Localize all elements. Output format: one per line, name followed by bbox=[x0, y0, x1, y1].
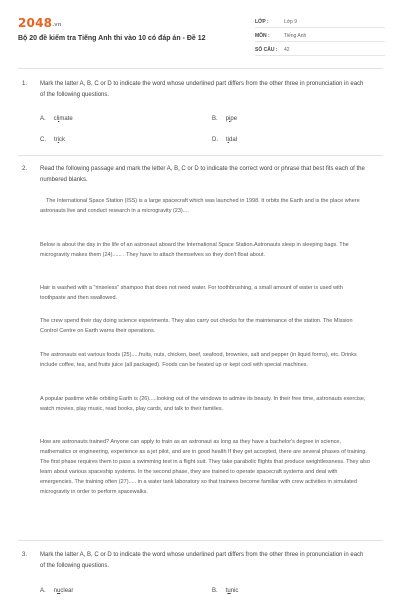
passage-paragraph: The International Space Station (ISS) is a large spacecraft which was launched in 1998. It orbits the Earth and is the place where astronauts live and conduct research in a microgravity (23).... bbox=[40, 198, 360, 214]
underlined-part: u bbox=[57, 588, 61, 594]
meta-row-class bbox=[255, 15, 385, 28]
meta-key: SỐ CÂU : bbox=[255, 47, 278, 53]
meta-row-count bbox=[255, 43, 385, 56]
answer-option-b[interactable] bbox=[212, 588, 238, 594]
option-label: C. bbox=[40, 137, 46, 143]
option-word-part: clear bbox=[60, 588, 74, 594]
option-label: A. bbox=[40, 116, 46, 122]
meta-key: MÔN : bbox=[255, 33, 270, 39]
answer-option-d[interactable] bbox=[212, 137, 237, 143]
passage-paragraph: The crew spend their day doing science experiments. They also carry out checks for the maintenance of the station. The Mission Control Centre on Earth warns their operations. bbox=[40, 318, 353, 334]
passage-paragraph: The astronauts eat various foods (25).....fruits, nuts, chicken, beef, seafood, brownies, salt and pepper (in liquid forms), etc. Drinks include coffee, tea, and fruits juice (all packaged). Foods can be heated up or kept cool with special machines. bbox=[40, 352, 357, 368]
option-word-part: cl bbox=[53, 116, 59, 122]
passage-paragraph: Below is about the day in the life of an astronaut aboard the International Space Station.Astronauts sleep in sleeping bags. The microgravity makes them (24)...... . They have to attach themselves so they don't float about. bbox=[40, 242, 349, 258]
site-logo[interactable] bbox=[18, 16, 62, 30]
option-word-part: tr bbox=[54, 137, 58, 143]
underlined-part: i bbox=[227, 137, 230, 143]
answer-option-c[interactable] bbox=[40, 137, 65, 143]
meta-value: Lớp 9 bbox=[284, 19, 298, 25]
document-header bbox=[0, 0, 400, 60]
question-number: 2. bbox=[22, 166, 28, 172]
option-label: D. bbox=[212, 137, 218, 143]
divider bbox=[18, 155, 383, 156]
underlined-part: i bbox=[58, 116, 60, 122]
option-word-part: pe bbox=[230, 116, 238, 122]
option-word-part: p bbox=[225, 116, 230, 122]
option-word-part: n bbox=[53, 588, 58, 594]
option-label: B. bbox=[212, 116, 218, 122]
divider bbox=[18, 68, 383, 69]
option-word-part: t bbox=[225, 588, 228, 594]
meta-value: 42 bbox=[284, 47, 290, 53]
option-label: A. bbox=[40, 588, 46, 594]
question-number: 1. bbox=[22, 81, 28, 87]
answer-option-b[interactable] bbox=[212, 116, 237, 122]
answer-option-a[interactable] bbox=[40, 116, 73, 122]
option-word-part: nic bbox=[230, 588, 239, 594]
passage-paragraph: How are astronauts trained? Anyone can apply to train as an astronaut as long as they have a bachelor's degree in science, mathematics or engineering, experience as a jet pilot, and are in good health If they get accepted, there are several phases of training. The first phase requires them to pass a swimming test in a flight suit. They take parabolic flights that produce weightlessness. They also learn about various spaceship systems. In the second phase, they are trained to operate spacecraft systems and deal with emergencies. The training often (27)..... in a water tank laboratory so that trainees become familiar with crew activities in simulated microgravity in order to perform spacewalks. bbox=[40, 439, 370, 495]
question-text: Mark the latter A, B, C or D to indicate the word whose underlined part differs from the other three in pronunciation in each of the following questions. bbox=[40, 81, 364, 98]
meta-row-subject bbox=[255, 29, 385, 42]
answer-option-a[interactable] bbox=[40, 588, 73, 594]
document-title: Bộ 20 đề kiểm tra Tiếng Anh thi vào 10 có đáp án - Đề 12 bbox=[18, 35, 206, 42]
passage-paragraph: A popular pastime while orbiting Earth is (26).....looking out of the windows to admire its beauty. In their free time, astronauts exercise, watch movies, play music, read books, play cards, and talk to their families. bbox=[40, 396, 366, 412]
option-label: B. bbox=[212, 588, 218, 594]
logo-text: 2048 bbox=[18, 16, 53, 30]
underlined-part: u bbox=[227, 588, 231, 594]
option-word-part: t bbox=[226, 137, 228, 143]
question-text: Mark the latter A, B, C or D to indicate the word whose underlined part differs from the other three in pronunciation in each of the following questions. bbox=[40, 552, 364, 569]
passage-paragraph: Hair is washed with a "rinseless" shampoo that does not need water. For toothbrushing, a small amount of water is used with toothpaste and then swallowed. bbox=[40, 285, 343, 301]
question-text: Read the following passage and mark the letter A, B, C or D to indicate the correct word or phrase that best fits each of the numbered blanks. bbox=[40, 166, 365, 183]
option-word-part: ck bbox=[59, 137, 66, 143]
divider bbox=[18, 540, 383, 541]
meta-key: LỚP : bbox=[255, 19, 269, 25]
underlined-part: i bbox=[57, 137, 60, 143]
option-word-part: mate bbox=[59, 116, 73, 122]
underlined-part: i bbox=[229, 116, 231, 122]
option-word-part: dal bbox=[229, 137, 238, 143]
meta-value: Tiếng Anh bbox=[284, 33, 307, 39]
logo-tld: .vn bbox=[52, 22, 62, 28]
question-number: 3. bbox=[22, 552, 28, 558]
